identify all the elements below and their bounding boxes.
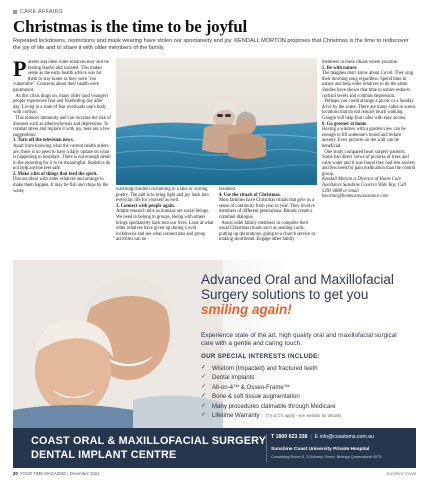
author-bio: Kendall Morton is Director of Home Care Assistance Sunshine Coast to Wide Bay. Call 5491 6888 or email kmorton@homecareassistance.com xyxy=(322,177,406,200)
list-item: ✓ Many procedures claimable through Medicare xyxy=(201,402,336,410)
col3-p1: resumed. xyxy=(219,187,237,192)
article-column-2 xyxy=(116,187,214,257)
col1-p2: As this crisis drags on, many older (and younger) people experience fear and foreboding day after day. Living in a state of fear overloads one's body with cortisol. xyxy=(13,93,108,116)
ad-interests-list xyxy=(201,364,341,420)
col4-p2: The magpies don't know about Covid. They sing their morning song regardless. Spend time in nature and help older relatives to do the same. Studies have shown that time in nature reduces cortisol levels and combats depression. xyxy=(322,71,414,99)
clinic-email[interactable]: E info@coastoms.com.au xyxy=(314,434,374,440)
ad-title-accent: smiling again! xyxy=(201,302,292,317)
col1-p5: Discuss ideas with older relatives and arrange to make them happen. It may be fish and chips by the water, xyxy=(13,177,109,194)
photo-illustration xyxy=(116,58,317,185)
clinic-contact: T 1800 623 338 | E info@coastoms.com.au xyxy=(271,434,374,440)
tip-heading-4: 4. Use the rituals of Christmas. xyxy=(219,192,281,198)
list-item: ✓ Bone & soft tissue augmentation xyxy=(201,393,300,401)
section-square-icon xyxy=(13,10,17,14)
list-item: ✓ Lifetime Warranty (T's & C's apply - see website for details) xyxy=(201,412,342,420)
list-item: ✓ Dental Implants xyxy=(201,374,255,382)
section-label: CARE AFFAIRS xyxy=(20,9,64,15)
list-item: ✓ Wisdom (Impacted) and fractured teeth xyxy=(201,365,318,372)
ad-interests-heading: OUR SPECIAL INTERESTS INCLUDE: xyxy=(201,353,320,360)
clinic-phone[interactable]: T 1800 623 338 xyxy=(271,434,308,440)
col1-p1: arents and other older relatives may still be feeling fearful and isolated. This makes sense as the early health advice was for them to stay home as they were "too vulnerable". Concerns about their health were paramount. xyxy=(13,60,109,93)
tip-heading-2: 2. Make a list of things that feed the spirit. xyxy=(13,171,98,177)
check-icon: ✓ xyxy=(201,412,207,419)
clinic-name-line-2: DENTAL IMPLANT CENTRE xyxy=(31,449,177,461)
ad-headline xyxy=(201,272,411,317)
article-column-4 xyxy=(322,60,416,258)
ad-photo-smiling-couple xyxy=(13,260,223,430)
page-number: 20 xyxy=(13,471,18,476)
check-icon: ✓ xyxy=(201,365,207,371)
col1-p4: Apart from knowing what the current health orders are, there is no need to have a daily update on what is happening in hospitals. There is not enough detail in the reporting for it to be meaningful. Statistics do not help anyone feel safe. xyxy=(13,143,111,172)
check-icon: ✓ xyxy=(201,374,207,381)
ad-subtitle: Experience state of the art, high quality oral and maxillofacial surgical care with a gentle and caring touch. xyxy=(201,332,397,347)
dropcap: P xyxy=(13,60,27,81)
col3-p3: Assist older family members to complete their usual Christmas rituals such as sending cards, putting up decorations, going to a church service or making shortbread. Engage other family xyxy=(219,220,316,243)
page-folio xyxy=(13,471,99,476)
tip-heading-1: 1. Turn off the television news. xyxy=(13,138,74,144)
ad-title-line-2: Surgery solutions to get you xyxy=(201,287,369,302)
col4-p3: Perhaps you could arrange a picnic or a Sunday drive by the water. There are many cafes in scenic locations that do not require much walking. Google will help find cafes with easy access. xyxy=(322,99,416,121)
article-standfirst: Repeated lockdowns, restrictions and mask wearing have stolen our spontaneity and joy. KENDALL MORTON proposes that Christmas is the time to rediscover the joy of life and to share it with older members of the family. xyxy=(13,38,409,52)
check-icon: ✓ xyxy=(201,393,207,400)
col1-p3: This reduces immunity and can increase the risk of diseases such as atherosclerosis and depression. To combat stress and replace it with joy, here are a few suggestions: xyxy=(13,115,111,138)
article-column-1 xyxy=(13,60,111,258)
warranty-fineprint: (T's & C's apply - see website for details) xyxy=(265,413,342,419)
tip-heading-6: 6. Go greener at home. xyxy=(322,121,368,127)
article-headline: Christmas is the time to be joyful xyxy=(13,17,248,36)
section-tag xyxy=(13,9,63,15)
ad-footer-bar xyxy=(13,428,416,468)
col4-p1: members in these rituals where possible. xyxy=(322,60,399,65)
col4-p5: One study compared heart surgery patients. Some had direct views of pictures of trees and calm water and it was found they had less anxiety and less need for pain medication than the control group. xyxy=(322,149,416,177)
clinic-name xyxy=(31,435,266,461)
tip-heading-3: 3. Connect with people again. xyxy=(116,203,175,209)
col4-p4: Having a window with a garden view can be enough to lift someone's mood and reduce anxiety. Even pictures on the wall can be beneficial. xyxy=(322,127,406,149)
footer-divider xyxy=(266,434,267,462)
dental-surgery-advertisement xyxy=(13,260,416,468)
clinic-hospital: Sunshine Coast University Private Hospital xyxy=(271,447,370,452)
magazine-issue: YOUR TIME MAGAZINE | December 2021 xyxy=(20,471,100,476)
folio-region: Sunshine Coast xyxy=(386,471,416,476)
list-item: ✓ All-on-4™ & Osseo-Frame™ xyxy=(201,383,290,391)
clinic-name-line-1: COAST ORAL & MAXILLOFACIAL SURGERY xyxy=(31,435,267,447)
article-column-3 xyxy=(219,187,317,257)
col2-p2: Ample research tells us humans are social beings. We need to belong to groups. Being with others brings spontaneity back into our lives. Look at what older relatives have given up during Covid lockdowns and see what connections and group activities can be xyxy=(116,209,214,243)
article-photo-couple-swimming xyxy=(116,58,317,185)
tip-heading-5: 5. Be with nature. xyxy=(322,65,358,71)
check-icon: ✓ xyxy=(201,383,207,390)
col3-p2: Most families have Christmas rituals that give us a sense of continuity from year to year. They involve members of different generations. Rituals create a common dialogue. xyxy=(219,198,315,220)
col2-p1: watching children swimming in a lake or writing poetry. The aim is to bring light and joy back into everyday life for yourself as well. xyxy=(116,187,209,204)
clinic-address: Consulting Room 5, 3 Doherty Street, Birtinya Queensland 4575 xyxy=(271,454,382,459)
ad-title-line-1: Advanced Oral and Maxillofacial xyxy=(201,272,394,287)
check-icon: ✓ xyxy=(201,402,207,409)
